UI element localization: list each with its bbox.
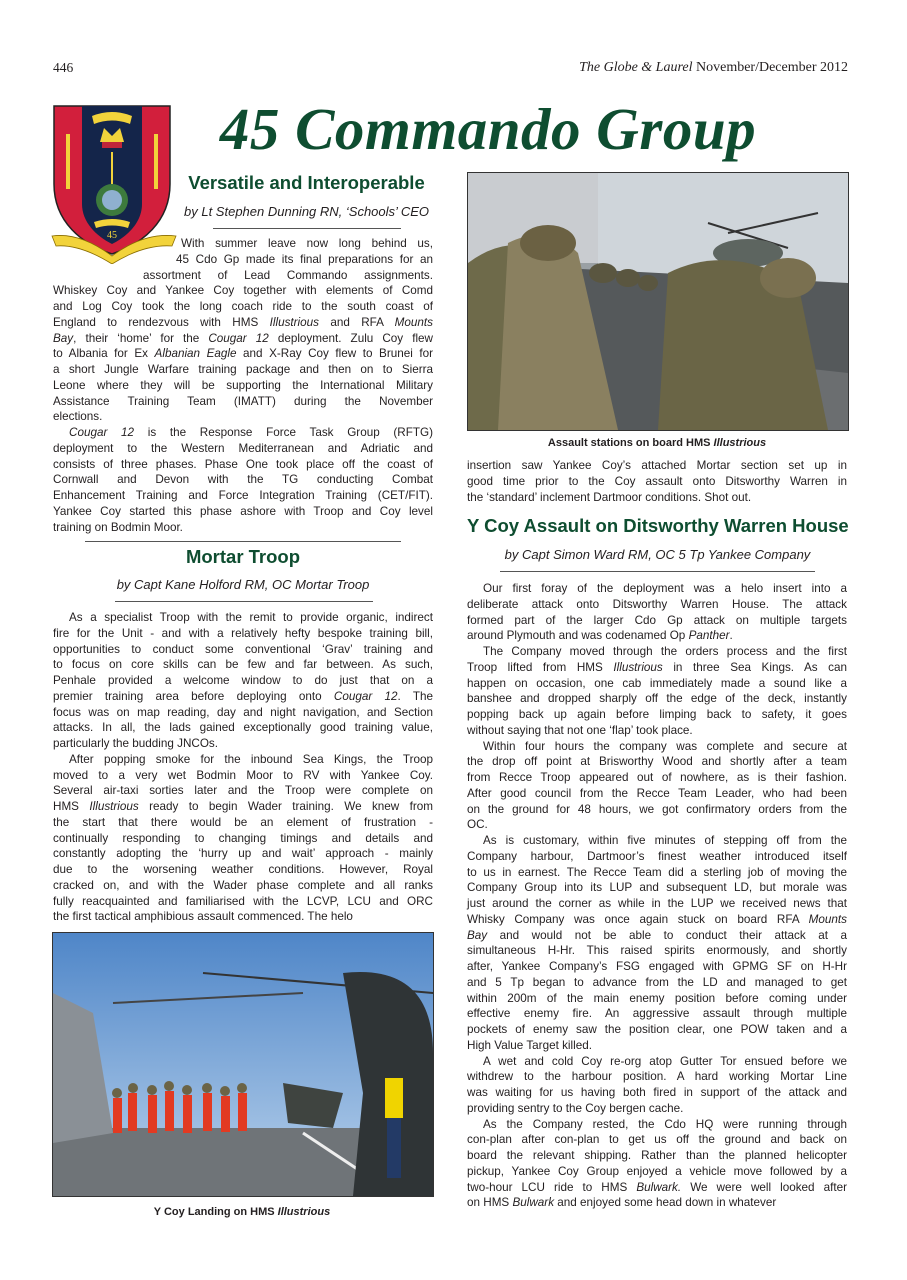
issue-date: November/December 2012 — [696, 60, 848, 75]
text-line: on the ground for 48 hours, we got confirmatory orders from the — [467, 802, 847, 816]
assault-photo-image — [468, 173, 848, 430]
article-byline: by Lt Stephen Dunning RN, ‘Schools’ CEO — [184, 204, 429, 219]
text-line: withdrew to the harbour position. A hard working Mortar Line — [467, 1070, 847, 1084]
text-line: deliberate attack onto Ditsworthy Warren House. The attack — [467, 597, 847, 611]
text-line: 45 Cdo Gp made its final preparations for an — [176, 252, 433, 266]
text-line: and 5 Tp began to advance from the LD and managed to get — [467, 975, 847, 989]
text-line: the start that there would be an element of frustration - — [53, 815, 433, 829]
article-body — [53, 236, 433, 535]
text-line: The Company moved through the orders process and the first — [483, 645, 847, 658]
text-line: Whiskey Coy and Yankee Coy together with elements of Comd — [53, 284, 433, 298]
text-line: two-hour LCU ride to HMS Bulwark. We were well looked after — [467, 1180, 847, 1194]
photo-caption — [52, 1206, 432, 1218]
svg-text:45: 45 — [107, 230, 117, 241]
text-line: cracked on, and with the Wader phase complete and all ranks — [53, 878, 433, 892]
text-line: opportunities to conduct some conventional ‘Grav’ training and — [53, 642, 433, 656]
text-line: to focus on core skills can be few and far between. As such, — [53, 658, 433, 672]
text-line: good time prior to the Coy assault onto Ditsworthy Warren in — [467, 474, 847, 488]
caption-text: Assault stations on board HMS — [547, 437, 714, 449]
text-line: elections. — [53, 410, 103, 424]
text-line: within 200m of the main enemy position before coming under — [467, 991, 847, 1005]
text-line: banshee and dropped sharply off the edge of the deck, instantly — [467, 692, 847, 706]
text-line: Troop lifted from HMS Illustrious in three Sea Kings. As can — [467, 660, 847, 674]
text-line: England to rendezvous with HMS Illustrious and RFA Mounts — [53, 315, 433, 329]
text-line: Our first foray of the deployment was a helo insert into a — [483, 582, 847, 595]
article-byline: by Capt Simon Ward RM, OC 5 Tp Yankee Company — [504, 547, 811, 562]
text-line: As the Company rested, the Cdo HQ were running through — [483, 1117, 847, 1131]
text-line: Cougar 12 is the Response Force Task Group (RFTG) — [69, 426, 433, 439]
text-line: focus was on map reading, day and night navigation, and Section — [53, 705, 433, 719]
article-body — [53, 610, 433, 925]
photo-landing — [52, 932, 434, 1197]
text-line: After good council from the Recce Team Leader, who had been — [467, 786, 847, 800]
article-heading: Mortar Troop — [185, 546, 301, 567]
text-line: was waiting for us having both fired in support of the attack and — [467, 1086, 847, 1099]
page-title: 45 Commando Group — [219, 96, 757, 162]
text-line: formed part of the larger Cdo Gp attack on multiple targets — [467, 613, 847, 627]
text-line: Bay and would not be able to conduct their attack at a — [467, 928, 847, 942]
text-line: a short Jungle Warfare training package and then on to Sierra — [53, 363, 433, 376]
photo-caption — [467, 437, 847, 449]
text-line: Whisky Company was once again stuck on board RFA Mounts — [467, 912, 847, 926]
divider — [85, 541, 401, 542]
text-line: constantly adopting the ‘hurry up and wait’ approach - mainly — [53, 847, 433, 861]
text-line: pockets of enemy saw the position clear, one POW taken and a — [467, 1023, 847, 1036]
text-line: Within four hours the company was complete and secure at — [483, 739, 847, 753]
text-line: A wet and cold Coy re-org atop Gutter Tor ensued before we — [483, 1054, 847, 1068]
text-line: without saying that not one ‘flap’ took place. — [467, 723, 693, 737]
text-line: popping back up again before limping back to safety, it goes — [467, 708, 847, 721]
text-line: As a specialist Troop with the remit to provide organic, indirect — [69, 611, 433, 624]
text-line: premier training area before deploying onto Cougar 12. The — [53, 689, 433, 703]
text-line: Penhale provided a welcome window to do just that on a — [53, 674, 433, 687]
text-line: Cornwall and Devon with the TG conducting Combat — [53, 473, 433, 487]
text-line: Enhancement Training and Force Integration Training (CET/FIT). — [53, 489, 433, 502]
text-line: assortment of Lead Commando assignments. — [143, 268, 433, 282]
text-line: around Plymouth and was codenamed Op Panther. — [467, 629, 733, 643]
text-line: after, Yankee Company’s FSG engaged with GPMG SF on H-Hr — [467, 960, 847, 973]
article-byline: by Capt Kane Holford RM, OC Mortar Troop — [116, 577, 370, 592]
article-body — [467, 581, 847, 1211]
text-line: fully reacquainted and familiarised with the LCVP, LCU and ORC — [53, 894, 433, 908]
text-line: just around the corner as while in the LUP we received news that — [467, 897, 847, 910]
divider — [500, 571, 815, 572]
text-line: to Albania for Ex Albanian Eagle and X-Ray Coy flew to Brunei for — [53, 347, 433, 361]
text-line: the drop off point at Brisworthy Wood and shortly after a team — [467, 755, 847, 769]
text-line: Company Group into its LUP and subsequent LD, but morale was — [467, 881, 847, 895]
text-line: moved to a very wet Bodmin Moor to RV with Yankee Coy. — [53, 768, 433, 782]
text-line: With summer leave now long behind us, — [181, 237, 433, 250]
text-line: Several air-taxi sorties later and the Troop were complete on — [53, 784, 433, 798]
photo-assault-stations — [467, 172, 849, 431]
text-line: effective enemy fire. An aggressive assault through multiple — [467, 1007, 847, 1021]
text-line: happen on occasion, one cab immediately made a sound like a — [467, 676, 847, 690]
text-line: due to the worsening weather conditions. However, Royal — [53, 863, 433, 876]
text-line: board the relevant shipping. Rather than the planned helicopter — [467, 1149, 847, 1162]
text-line: High Value Target killed. — [467, 1038, 592, 1052]
caption-text: Y Coy Landing on HMS — [153, 1206, 278, 1218]
running-header — [579, 60, 848, 76]
article-heading: Versatile and Interoperable — [188, 172, 425, 193]
text-line: deployment to the Western Mediterranean and Adriatic and — [53, 441, 433, 455]
caption-ship: Illustrious — [713, 437, 767, 449]
landing-photo-image — [53, 933, 433, 1196]
text-line: Company harbour, Dartmoor’s finest weather introduced itself — [467, 849, 847, 863]
text-line: training on Bodmin Moor. — [53, 520, 183, 534]
text-line: Yankee Coy started this phase ashore with Troop and Coy level — [53, 504, 433, 518]
text-line: OC. — [467, 818, 488, 832]
text-line: HMS Illustrious ready to begin Wader training. We knew from — [53, 800, 434, 813]
caption-ship: Illustrious — [277, 1206, 331, 1218]
text-line: consists of three phases. Phase One took place off the coast of — [53, 457, 433, 471]
article-heading: Y Coy Assault on Ditsworthy Warren House — [467, 515, 849, 536]
text-line: attacks. In all, the lads gained exceptionally good training value, — [53, 721, 433, 735]
text-line: particularly the budding JNCOs. — [53, 737, 219, 750]
text-line: As is customary, within five minutes of stepping off from the — [483, 834, 847, 847]
text-line: Bay, their ‘home’ for the Cougar 12 deployment. Zulu Coy flew — [53, 331, 433, 345]
text-line: providing sentry to the Coy bergen cache. — [467, 1101, 684, 1115]
text-line: simultaneous H-Hr. This raised spirits enormously, and shortly — [467, 944, 847, 958]
text-line: continually responding to changing timings and details and — [53, 831, 433, 845]
text-line: pickup, Yankee Coy Group enjoyed a vehicle move followed by a — [467, 1164, 847, 1178]
text-line: fire for the Unit - and with a relatively hefty bespoke training bill, — [53, 626, 433, 640]
text-line: to us in earnest. The Recce Team did a sterling job of moving the — [467, 865, 847, 879]
text-line: on HMS Bulwark and enjoyed some head down in whatever — [467, 1196, 777, 1210]
text-line: and Log Coy took the long coach ride to the south coast of — [53, 300, 433, 313]
text-line: the first tactical amphibious assault commenced. The helo — [53, 910, 353, 924]
text-line: After popping smoke for the inbound Sea Kings, the Troop — [69, 752, 433, 766]
divider — [115, 601, 373, 602]
page-number: 446 — [53, 60, 74, 75]
text-line: insertion saw Yankee Coy’s attached Mortar section set up in — [467, 459, 847, 472]
publication-name: The Globe & Laurel — [579, 60, 693, 75]
text-line: con-plan after con-plan to get us off the ground and back on — [467, 1133, 847, 1147]
divider — [213, 228, 401, 229]
text-line: Leone where they will be supporting the International Military — [53, 378, 433, 392]
article-body-continued — [467, 458, 847, 505]
text-line: the ‘standard’ inclement Dartmoor conditions. Shot out. — [467, 490, 752, 504]
text-line: Assistance Training Team (IMATT) during the November — [53, 394, 433, 408]
text-line: from Recce Troop appeared out of nowhere, as is their fashion. — [467, 771, 847, 784]
